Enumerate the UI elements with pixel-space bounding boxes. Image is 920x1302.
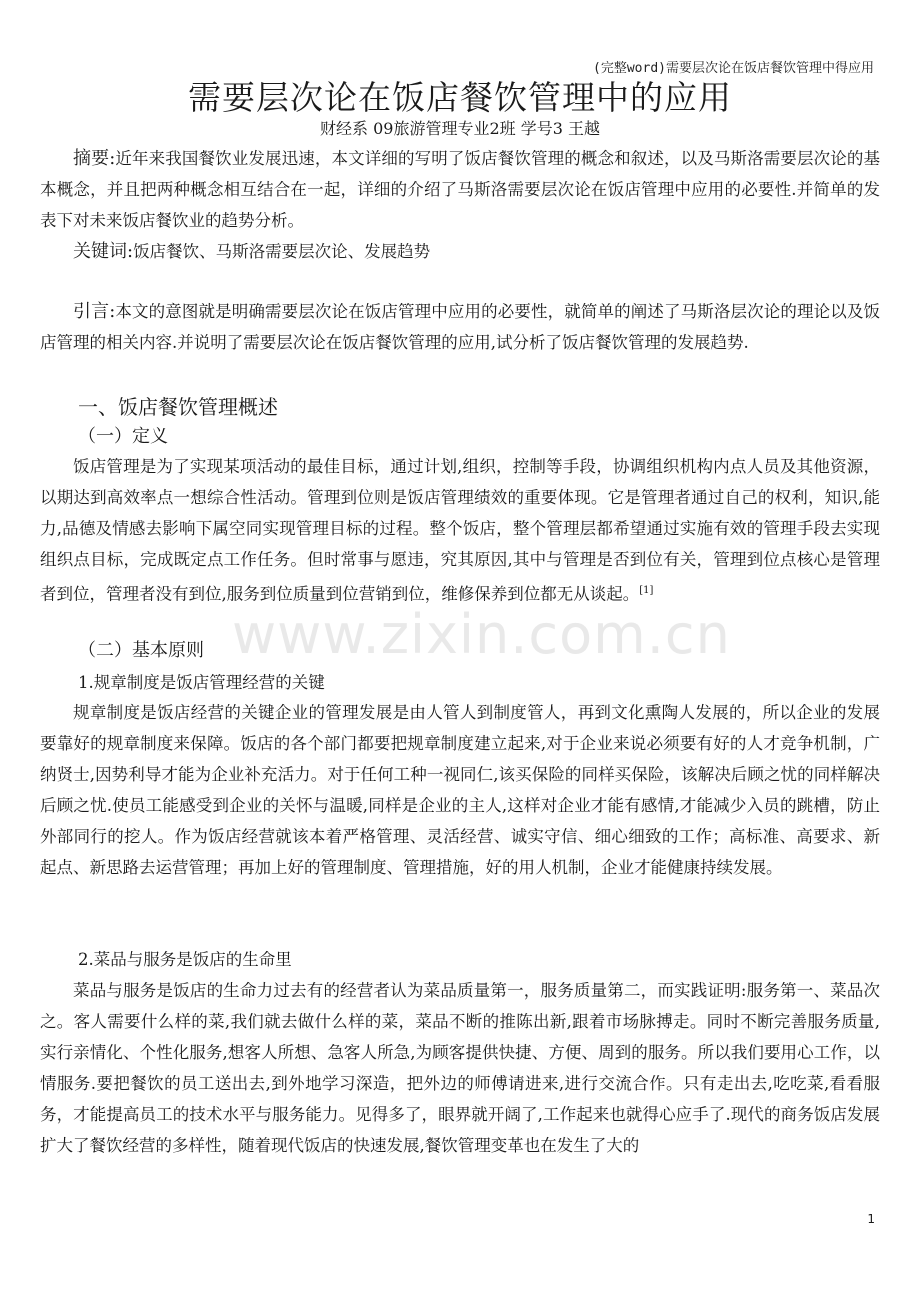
intro-paragraph [40, 296, 880, 358]
principle-2-text: 菜品与服务是饭店的生命力过去有的经营者认为菜品质量第一，服务质量第二，而实践证明:服务第一、菜品次之。客人需要什么样的菜,我们就去做什么样的菜，菜品不断的推陈出新,跟着市场脉搏走。同时不断完善服务质量,实行亲情化、个性化服务,想客人所想、急客人所急,为顾客提供快捷、方便、周到的服务。所以我们要用心工作，以情服务.要把餐饮的员工送出去,到外地学习深造，把外边的师傅请进来,进行交流合作。只有走出去,吃吃菜,看看服务，才能提高员工的技术水平与服务能力。见得多了，眼界就开阔了,工作起来也就得心应手了.现代的商务饭店发展扩大了餐饮经营的多样性，随着现代饭店的快速发展,餐饮管理变革也在发生了大的 [40, 981, 880, 1155]
keywords-text: 饭店餐饮、马斯洛需要层次论、发展趋势 [133, 242, 431, 261]
intro-text: 本文的意图就是明确需要层次论在饭店管理中应用的必要性，就简单的阐述了马斯洛层次论的理论以及饭店管理的相关内容.并说明了需要层次论在饭店餐饮管理的应用,试分析了饭店餐饮管理的发展趋势. [40, 302, 880, 352]
principle-2-paragraph [40, 975, 880, 1161]
citation-marker: [1] [639, 585, 654, 596]
definition-paragraph [40, 451, 880, 610]
abstract-paragraph [40, 143, 880, 236]
principle-1-paragraph [40, 697, 880, 883]
watermark: www.zixin.com.cn [232, 603, 731, 666]
principle-1-heading: 1.规章制度是饭店管理经营的关键 [78, 673, 325, 692]
abstract-label: 摘要: [73, 148, 116, 169]
abstract-text: 近年来我国餐饮业发展迅速，本文详细的写明了饭店餐饮管理的概念和叙述，以及马斯洛需要层次论的基本概念，并且把两种概念相互结合在一起，详细的介绍了马斯洛需要层次论在饭店管理中应用的必要性.并简单的发表下对未来饭店餐饮业的趋势分析。 [40, 149, 880, 230]
section-1-heading: 一、饭店餐饮管理概述 [78, 395, 278, 419]
author-line: 财经系 09旅游管理专业2班 学号3 王越 [320, 119, 600, 138]
subsection-definition-heading: （一）定义 [78, 426, 168, 447]
subsection-principles-heading: （二）基本原则 [78, 640, 204, 661]
document-title: 需要层次论在饭店餐饮管理中的应用 [188, 78, 732, 117]
principle-2-heading: 2.菜品与服务是饭店的生命里 [78, 950, 292, 969]
page-number: 1 [867, 1212, 875, 1226]
principle-1-text: 规章制度是饭店经营的关键企业的管理发展是由人管人到制度管人，再到文化熏陶人发展的，所以企业的发展要靠好的规章制度来保障。饭店的各个部门都要把规章制度建立起来,对于企业来说必须要有好的人才竞争机制，广纳贤士,因势利导才能为企业补充活力。对于任何工种一视同仁,该买保险的同样买保险，该解决后顾之忧的同样解决后顾之忧.使员工能感受到企业的关怀与温暖,同样是企业的主人,这样对企业才能有感情,才能减少入员的跳槽，防止外部同行的挖人。作为饭店经营就该本着严格管理、灵活经营、诚实守信、细心细致的工作；高标准、高要求、新起点、新思路去运营管理；再加上好的管理制度、管理措施，好的用人机制，企业才能健康持续发展。 [40, 703, 880, 877]
keywords-paragraph [40, 236, 880, 267]
definition-text: 饭店管理是为了实现某项活动的最佳目标，通过计划,组织，控制等手段，协调组织机构内点人员及其他资源，以期达到高效率点一想综合性活动。管理到位则是饭店管理绩效的重要体现。它是管理者通过自己的权利，知识,能力,品德及情感去影响下属空同实现管理目标的过程。整个饭店，整个管理层都希望通过实施有效的管理手段去实现组织点目标，完成既定点工作任务。但时常事与愿违，究其原因,其中与管理是否到位有关，管理到位点核心是管理者到位，管理者没有到位,服务到位质量到位营销到位，维修保养到位都无从谈起。 [40, 457, 880, 604]
keywords-label: 关键词: [73, 241, 134, 262]
intro-label: 引言: [73, 301, 116, 322]
running-header: (完整word)需要层次论在饭店餐饮管理中得应用 [593, 61, 874, 76]
